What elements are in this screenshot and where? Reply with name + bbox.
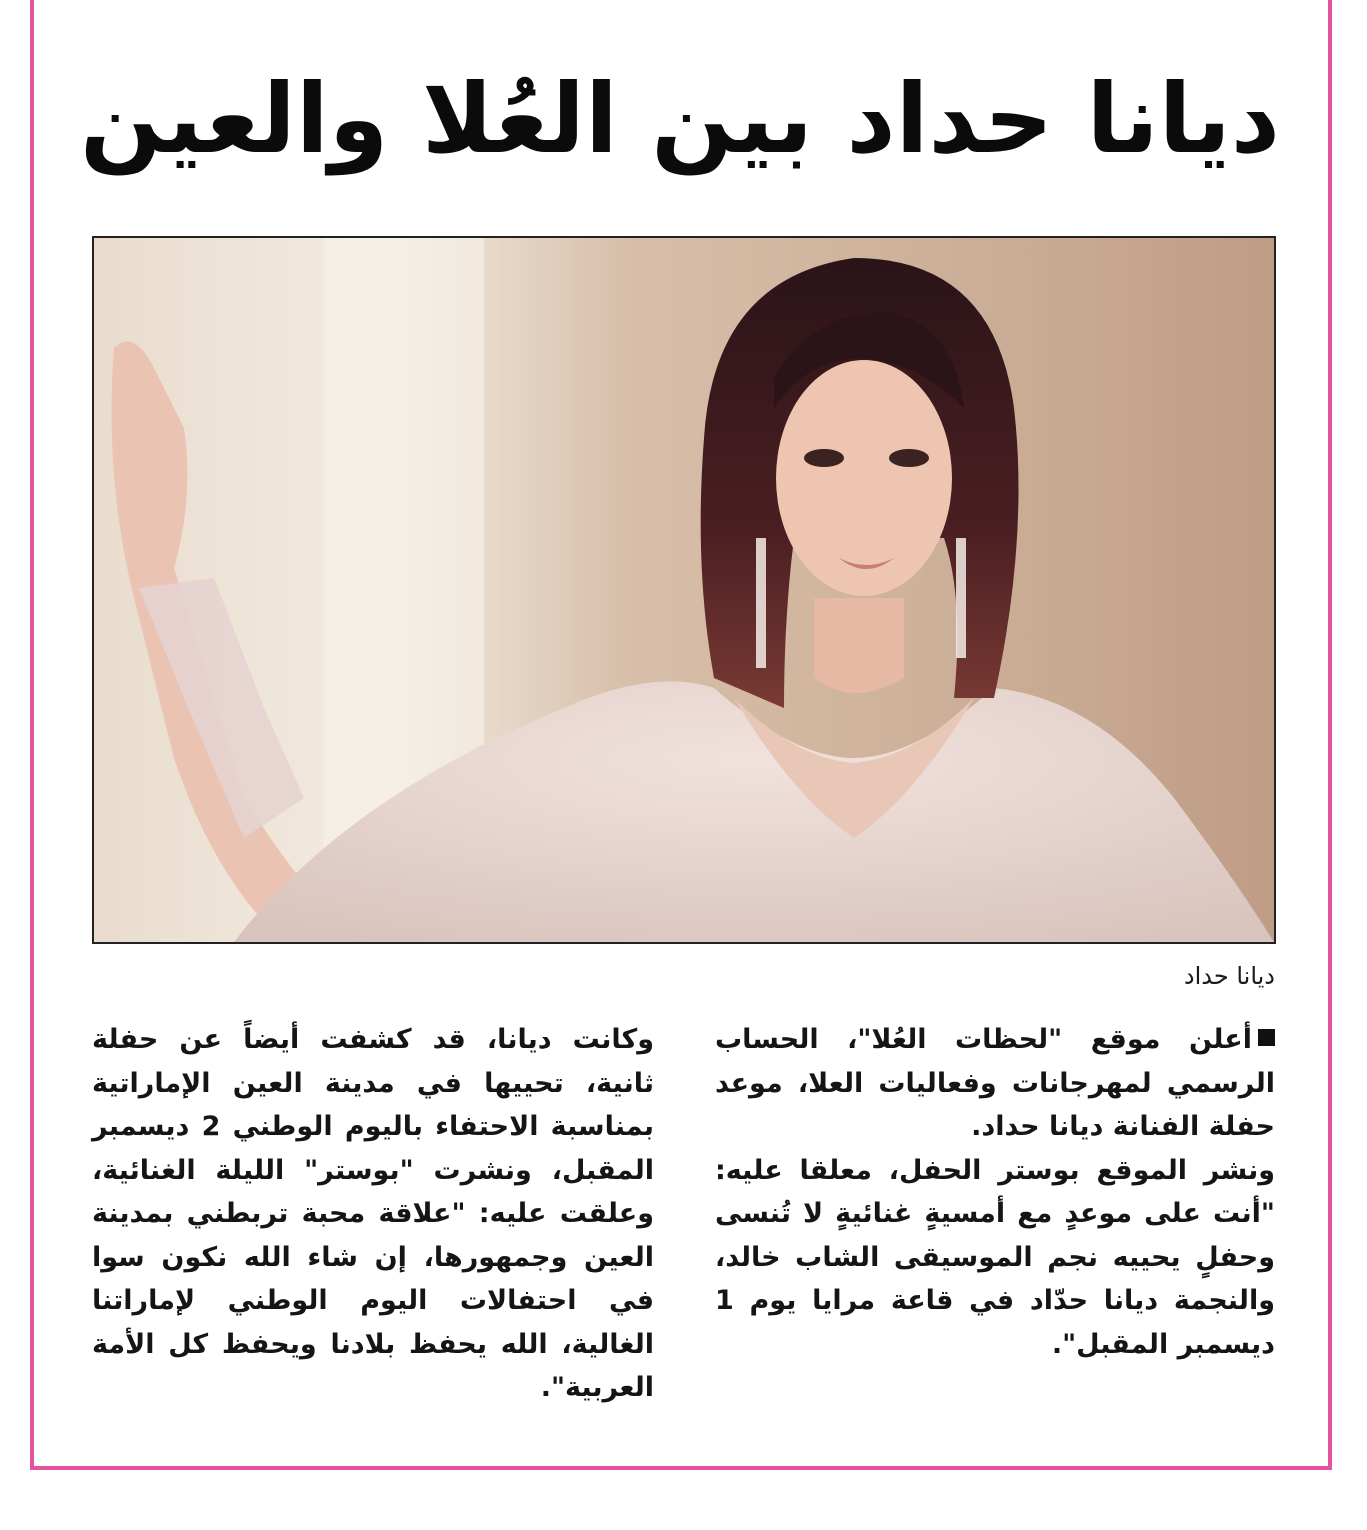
paragraph: ونشر الموقع بوستر الحفل، معلقا عليه: "أنت على موعدٍ مع أمسيةٍ غنائيةٍ لا تُنسى وحفلٍ يحييه نجم الموسيقى الشاب خالد، والنجمة ديانا حدّاد في قاعة مرايا يوم 1 ديسمبر المقبل". <box>715 1154 1275 1360</box>
paragraph <box>715 1018 1275 1149</box>
article-column-left <box>92 1018 654 1410</box>
article-headline: ديانا حداد بين العُلا والعين <box>80 63 1280 175</box>
bullet-square-icon <box>1258 1029 1275 1046</box>
article-column-right <box>715 1018 1275 1366</box>
paragraph: وكانت ديانا، قد كشفت أيضاً عن حفلة ثانية، تحييها في مدينة العين الإماراتية بمناسبة الاحتفاء باليوم الوطني 2 ديسمبر المقبل، ونشرت "بوستر" الليلة الغنائية، وعلقت عليه: "علاقة محبة تربطني بمدينة العين وجمهورها، إن شاء الله نكون سوا في احتفالات اليوم الوطني لإماراتنا الغالية، الله يحفظ بلادنا ويحفظ كل الأمة العربية". <box>92 1024 654 1403</box>
photo-caption: ديانا حداد <box>1183 962 1275 990</box>
paragraph-text: أعلن موقع "لحظات العُلا"، الحساب الرسمي لمهرجانات وفعاليات العلا، موعد حفلة الفنانة ديانا حداد. <box>715 1024 1275 1142</box>
article-photo <box>92 236 1276 944</box>
